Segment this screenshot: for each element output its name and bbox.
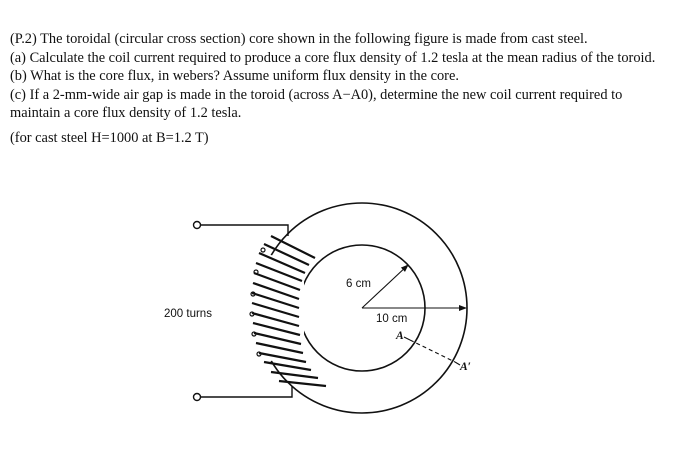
- point-a-tick: [404, 337, 410, 340]
- problem-part-a: (a) Calculate the coil current required to produce a core flux density of 1.2 tesla at the mean radius of the toroid.: [10, 49, 656, 66]
- problem-part-b: (b) What is the core flux, in webers? Assume uniform flux density in the core.: [10, 68, 459, 85]
- problem-intro: (P.2) The toroidal (circular cross section) core shown in the following figure is made from cast steel.: [10, 31, 588, 47]
- lead-wire-top: [200, 225, 288, 236]
- turns-label: 200 turns: [164, 308, 212, 320]
- problem-hint: (for cast steel H=1000 at B=1.2 T): [10, 129, 209, 146]
- point-a-prime-label: A′: [460, 361, 471, 373]
- terminal-top: [194, 222, 201, 229]
- air-gap-line: [410, 340, 455, 362]
- outer-radius-label: 10 cm: [376, 313, 408, 325]
- lead-wire-bottom: [200, 386, 292, 397]
- point-a-label: A: [396, 330, 404, 342]
- coil-winding: [250, 236, 326, 386]
- inner-radius-label: 6 cm: [346, 278, 371, 290]
- terminal-bottom: [194, 394, 201, 401]
- problem-part-c: (c) If a 2-mm-wide air gap is made in the toroid (across A−A0), determine the new coil current required to maintain a core flux density of 1.2 tesla.: [10, 86, 623, 122]
